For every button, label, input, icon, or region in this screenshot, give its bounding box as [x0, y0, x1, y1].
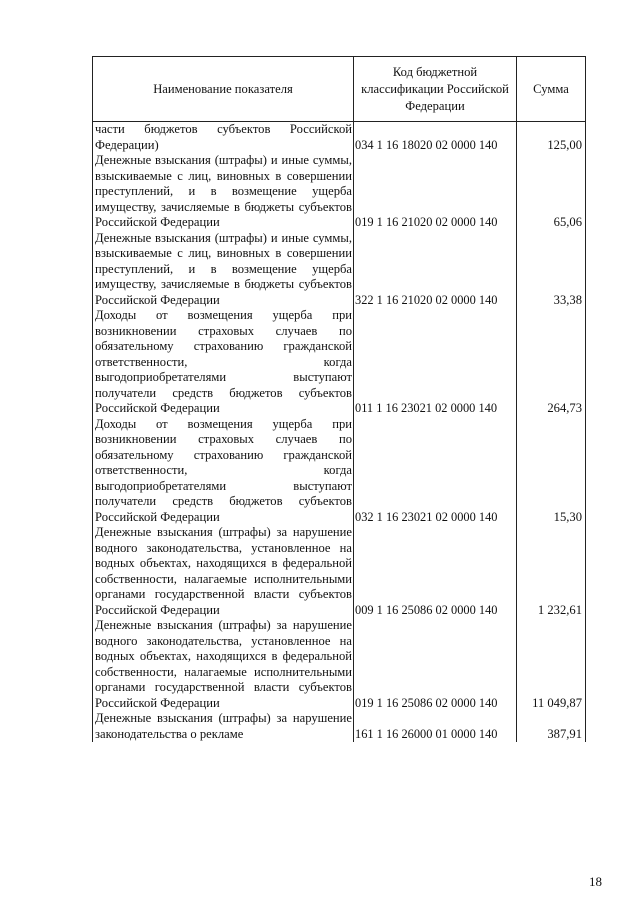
header-name: Наименование показателя [93, 57, 354, 122]
row-name: Денежные взыскания (штрафы) и иные суммы, взыскиваемые с лиц, виновных в совершении преступлений, и в возмещение ущерба имуществу, зачисляемые в бюджеты субъектов Российской Федерации [93, 153, 354, 231]
row-name: Денежные взыскания (штрафы) за нарушение законодательства о рекламе [93, 711, 354, 742]
row-sum: 387,91 [517, 711, 586, 742]
row-name: части бюджетов субъектов Российской Федерации) [93, 122, 354, 154]
row-name: Доходы от возмещения ущерба при возникновении страховых случаев по обязательному страхованию гражданской ответственности, когда выгодоприобретателями выступают получатели средств бюджетов субъектов Российской Федерации [93, 417, 354, 526]
row-name: Денежные взыскания (штрафы) за нарушение водного законодательства, установленное на водных объектах, находящихся в федеральной собственности, налагаемые исполнительными органами государственной власти субъектов Российской Федерации [93, 525, 354, 618]
row-code: 034 1 16 18020 02 0000 140 [354, 122, 517, 154]
table-row [93, 618, 586, 711]
header-sum: Сумма [517, 57, 586, 122]
budget-table [92, 56, 586, 742]
row-code: 009 1 16 25086 02 0000 140 [354, 525, 517, 618]
row-sum: 33,38 [517, 231, 586, 309]
row-name: Доходы от возмещения ущерба при возникновении страховых случаев по обязательному страхованию гражданской ответственности, когда выгодоприобретателями выступают получатели средств бюджетов субъектов Российской Федерации [93, 308, 354, 417]
row-sum: 1 232,61 [517, 525, 586, 618]
table-row [93, 122, 586, 154]
row-code: 011 1 16 23021 02 0000 140 [354, 308, 517, 417]
row-name: Денежные взыскания (штрафы) и иные суммы, взыскиваемые с лиц, виновных в совершении преступлений, и в возмещение ущерба имуществу, зачисляемые в бюджеты субъектов Российской Федерации [93, 231, 354, 309]
row-code: 032 1 16 23021 02 0000 140 [354, 417, 517, 526]
header-row [93, 57, 586, 122]
header-code: Код бюджетной классификации Российской Федерации [354, 57, 517, 122]
row-name: Денежные взыскания (штрафы) за нарушение водного законодательства, установленное на водных объектах, находящихся в федеральной собственности, налагаемые исполнительными органами государственной власти субъектов Российской Федерации [93, 618, 354, 711]
row-code: 019 1 16 25086 02 0000 140 [354, 618, 517, 711]
row-sum: 264,73 [517, 308, 586, 417]
table-row [93, 417, 586, 526]
table-row [93, 231, 586, 309]
table-row [93, 308, 586, 417]
row-sum: 15,30 [517, 417, 586, 526]
row-code: 322 1 16 21020 02 0000 140 [354, 231, 517, 309]
row-sum: 125,00 [517, 122, 586, 154]
row-sum: 11 049,87 [517, 618, 586, 711]
table-row [93, 711, 586, 742]
table-row [93, 525, 586, 618]
row-code: 161 1 16 26000 01 0000 140 [354, 711, 517, 742]
row-sum: 65,06 [517, 153, 586, 231]
row-code: 019 1 16 21020 02 0000 140 [354, 153, 517, 231]
table-row [93, 153, 586, 231]
page-number: 18 [589, 874, 602, 889]
